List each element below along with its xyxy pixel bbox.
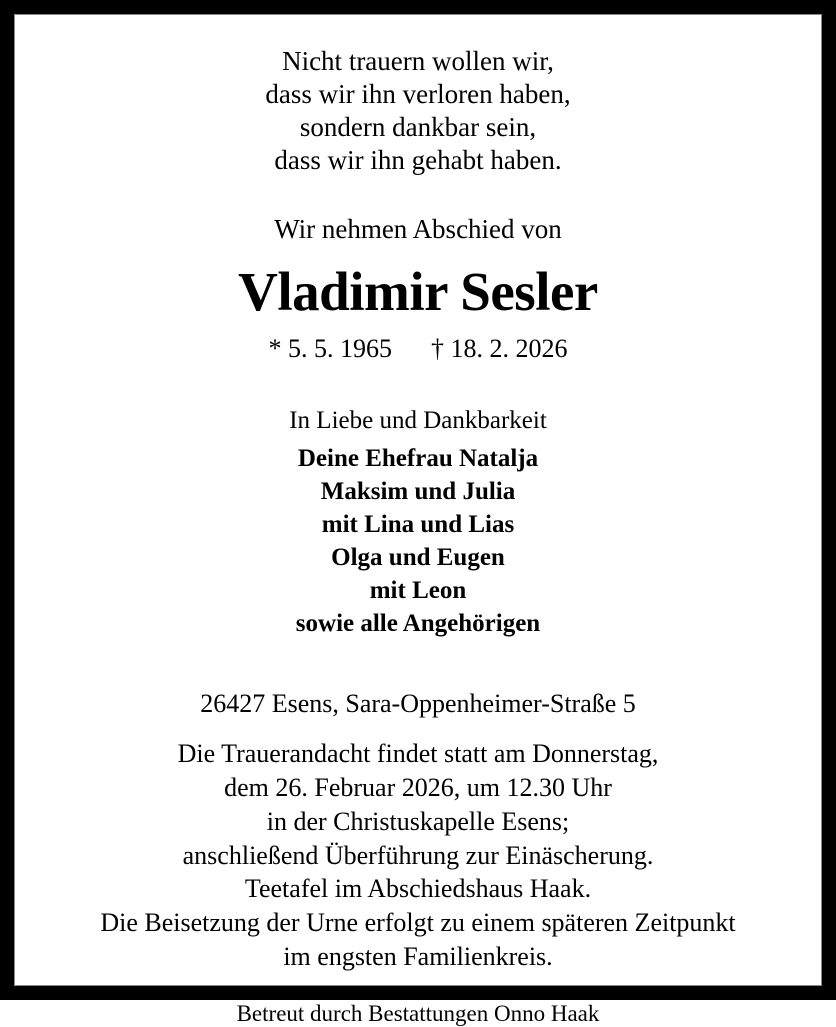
death-symbol: † xyxy=(431,333,444,363)
service-details xyxy=(33,737,803,974)
death-date: 18. 2. 2026 xyxy=(450,333,568,363)
survivor-line: Deine Ehefrau Natalja xyxy=(297,445,539,473)
memorial-verse xyxy=(33,45,803,177)
survivor-line: sowie alle Angehörigen xyxy=(295,610,541,638)
verse-line: dass wir ihn gehabt haben. xyxy=(274,144,562,175)
funeral-provider: Betreut durch Bestattungen Onno Haak xyxy=(236,1000,600,1026)
service-line: anschließend Überführung zur Einäscherung. xyxy=(182,840,654,870)
service-line: Die Trauerandacht findet statt am Donnerstag, xyxy=(177,739,659,769)
survivor-line: mit Leon xyxy=(369,577,467,605)
verse-line: dass wir ihn verloren haben, xyxy=(265,78,571,109)
service-line: im engsten Familienkreis. xyxy=(283,942,553,972)
birth-date: 5. 5. 1965 xyxy=(288,333,392,363)
birth-symbol: * xyxy=(268,333,282,363)
service-line: dem 26. Februar 2026, um 12.30 Uhr xyxy=(224,773,612,803)
life-dates xyxy=(33,333,803,364)
survivor-line: Olga und Eugen xyxy=(331,544,505,572)
survivor-line: mit Lina und Lias xyxy=(321,511,515,539)
service-line: Die Beisetzung der Urne erfolgt zu einem späteren Zeitpunkt xyxy=(100,908,736,938)
survivor-line: Maksim und Julia xyxy=(320,478,516,506)
tribute-intro: In Liebe und Dankbarkeit xyxy=(289,407,547,435)
service-line: in der Christuskapelle Esens; xyxy=(266,806,570,836)
survivors-list xyxy=(33,442,803,640)
service-line: Teetafel im Abschiedshaus Haak. xyxy=(244,874,592,904)
address: 26427 Esens, Sara-Oppenheimer-Straße 5 xyxy=(200,689,636,719)
verse-line: Nicht trauern wollen wir, xyxy=(282,46,554,76)
verse-line: sondern dankbar sein, xyxy=(299,111,537,142)
farewell-intro: Wir nehmen Abschied von xyxy=(274,213,562,244)
obituary-notice xyxy=(14,14,822,1026)
deceased-name: Vladimir Sesler xyxy=(238,261,598,323)
